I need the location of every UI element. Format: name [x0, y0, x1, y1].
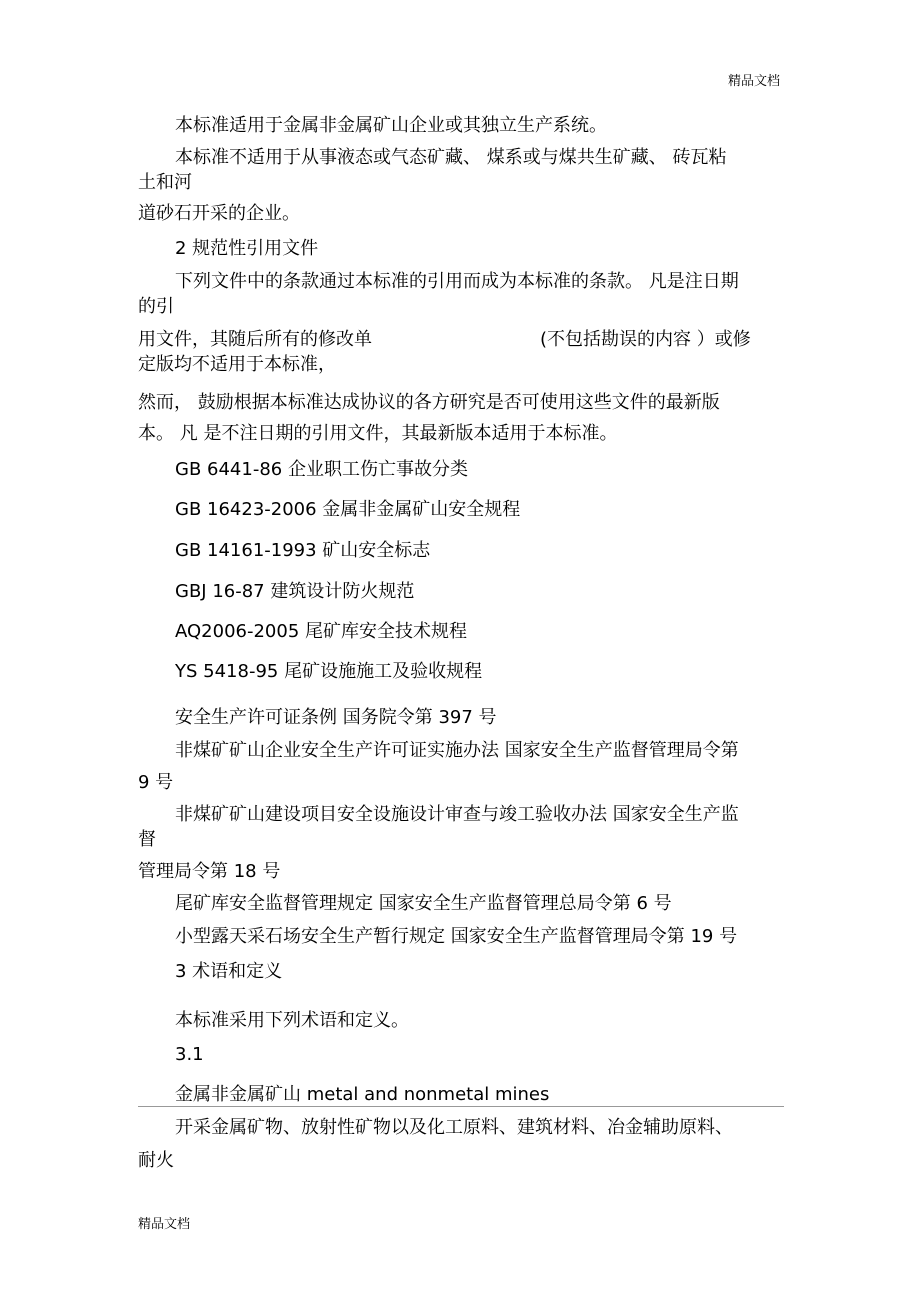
text-line: 用文件，其随后所有的修改单	[138, 329, 372, 350]
text-line: 开采金属矿物、放射性矿物以及化工原料、建筑材料、冶金辅助原料、	[175, 1117, 733, 1138]
text-line: 耐火	[138, 1150, 174, 1171]
reference-item: 非煤矿矿山建设项目安全设施设计审查与竣工验收办法 国家安全生产监	[175, 804, 739, 825]
reference-item: GB 6441-86 企业职工伤亡事故分类	[175, 459, 468, 480]
reference-item: GB 14161-1993 矿山安全标志	[175, 540, 431, 561]
reference-item: 尾矿库安全监督管理规定 国家安全生产监督管理总局令第 6 号	[175, 893, 672, 914]
divider-line	[138, 1106, 784, 1107]
page-header: 精品文档	[727, 74, 780, 89]
text-line: 本标准不适用于从事液态或气态矿藏、 煤系或与煤共生矿藏、 砖瓦粘	[175, 147, 727, 168]
text-line: (不包括勘误的内容 ）或修	[540, 329, 751, 350]
page-footer: 精品文档	[138, 1217, 191, 1232]
text-line: 本标准适用于金属非金属矿山企业或其独立生产系统。	[175, 115, 607, 136]
text-line: 本标准采用下列术语和定义。	[175, 1010, 409, 1031]
reference-item: 小型露天采石场安全生产暂行规定 国家安全生产监督管理局令第 19 号	[175, 926, 738, 947]
reference-item: YS 5418-95 尾矿设施施工及验收规程	[175, 661, 483, 682]
reference-item: 非煤矿矿山企业安全生产许可证实施办法 国家安全生产监督管理局令第	[175, 740, 739, 761]
reference-item: GB 16423-2006 金属非金属矿山安全规程	[175, 499, 521, 520]
reference-item: GBJ 16-87 建筑设计防火规范	[175, 581, 415, 602]
text-line: 本。 凡 是不注日期的引用文件，其最新版本适用于本标准。	[138, 423, 618, 444]
term-title: 金属非金属矿山 metal and nonmetal mines	[175, 1084, 550, 1105]
section-heading: 3 术语和定义	[175, 961, 283, 982]
text-line: 督	[138, 829, 156, 850]
term-number: 3.1	[175, 1044, 204, 1065]
text-line: 9 号	[138, 772, 174, 793]
reference-item: AQ2006-2005 尾矿库安全技术规程	[175, 621, 467, 642]
text-line: 然而， 鼓励根据本标准达成协议的各方研究是否可使用这些文件的最新版	[138, 392, 720, 413]
text-line: 管理局令第 18 号	[138, 861, 281, 882]
text-line: 的引	[138, 296, 174, 317]
reference-item: 安全生产许可证条例 国务院令第 397 号	[175, 707, 497, 728]
text-line: 下列文件中的条款通过本标准的引用而成为本标准的条款。 凡是注日期	[175, 271, 739, 292]
text-line: 土和河	[138, 172, 192, 193]
section-heading: 2 规范性引用文件	[175, 238, 319, 259]
text-line: 道砂石开采的企业。	[138, 203, 300, 224]
text-line: 定版均不适用于本标准，	[138, 354, 336, 375]
